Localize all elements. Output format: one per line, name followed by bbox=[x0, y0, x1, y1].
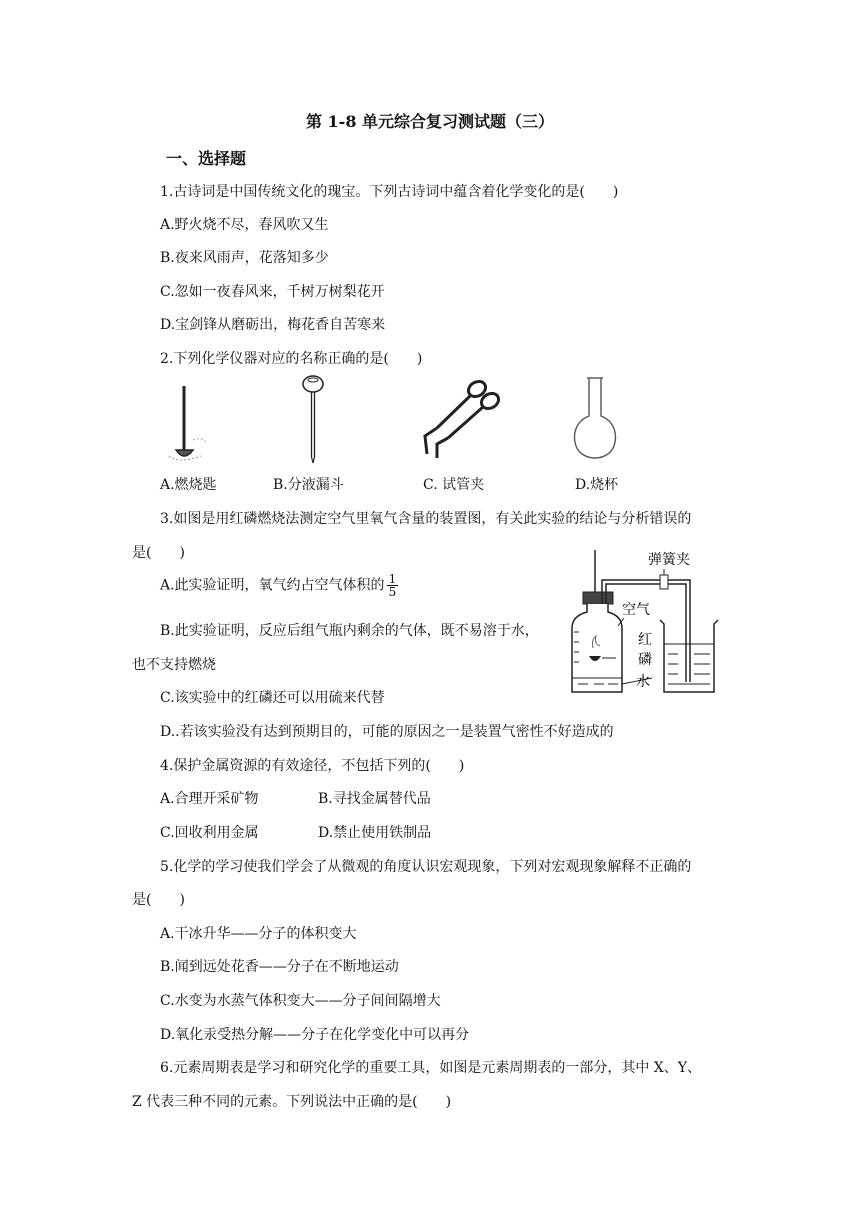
section-heading: 一、选择题 bbox=[166, 149, 247, 168]
q1-stem: 1.古诗词是中国传统文化的瑰宝。下列古诗词中蕴含着化学变化的是( ) bbox=[160, 184, 619, 200]
q3-option-b: B.此实验证明，反应后组气瓶内剩余的气体，既不易溶于水， bbox=[160, 623, 539, 639]
q2-option-b: B.分液漏斗 bbox=[273, 477, 344, 493]
label-red: 红 bbox=[638, 632, 652, 648]
fraction-denominator: 5 bbox=[388, 585, 397, 599]
q4-option-a: A.合理开采矿物 bbox=[160, 791, 259, 807]
q5-option-d: D.氧化汞受热分解——分子在化学变化中可以再分 bbox=[160, 1027, 470, 1043]
q1-option-c: C.忽如一夜春风来，千树万树梨花开 bbox=[160, 284, 385, 300]
q4-option-d: D.禁止使用铁制品 bbox=[318, 825, 432, 841]
q5-option-a: A.干冰升华——分子的体积变大 bbox=[160, 926, 357, 942]
q3-stem: 3.如图是用红磷燃烧法测定空气里氧气含量的装置图，有关此实验的结论与分析错误的 bbox=[160, 511, 692, 527]
q1-option-d: D.宝剑锋从磨砺出，梅花香自苦寒来 bbox=[160, 317, 386, 333]
q3-option-c: C.该实验中的红磷还可以用硫来代替 bbox=[160, 690, 385, 706]
page-title: 第 1-8 单元综合复习测试题（三） bbox=[305, 112, 555, 131]
q1-option-a: A.野火烧不尽，春风吹又生 bbox=[160, 217, 329, 233]
fraction-numerator: 1 bbox=[388, 572, 397, 586]
q3-option-a-text: A.此实验证明，氧气约占空气体积的 bbox=[160, 577, 385, 594]
label-spring-clamp: 弹簧夹 bbox=[648, 552, 690, 568]
q2-option-a: A.燃烧匙 bbox=[160, 477, 217, 493]
combustion-spoon-image bbox=[165, 382, 215, 467]
funnel-image bbox=[298, 375, 328, 470]
label-air: 空气 bbox=[622, 602, 650, 618]
q3-stem-cont: 是( ) bbox=[132, 545, 185, 561]
q2-option-d: D.烧杯 bbox=[575, 477, 619, 493]
tube-clamp-image bbox=[415, 376, 500, 461]
flask-image bbox=[570, 376, 620, 466]
q1-option-b: B.夜来风雨声，花落知多少 bbox=[160, 250, 329, 266]
fraction bbox=[387, 573, 399, 598]
q5-option-b: B.闻到远处花香——分子在不断地运动 bbox=[160, 959, 399, 975]
q6-stem: 6.元素周期表是学习和研究化学的重要工具，如图是元素周期表的一部分，其中 X、Y、 bbox=[160, 1060, 702, 1076]
q4-option-c: C.回收利用金属 bbox=[160, 825, 259, 841]
q3-option-a bbox=[160, 573, 398, 598]
q6-stem-cont: Z 代表三种不同的元素。下列说法中正确的是( ) bbox=[132, 1094, 452, 1110]
q4-option-b: B.寻找金属替代品 bbox=[318, 791, 431, 807]
q2-stem: 2.下列化学仪器对应的名称正确的是( ) bbox=[160, 351, 423, 367]
q5-stem-cont: 是( ) bbox=[132, 892, 185, 908]
apparatus-diagram bbox=[560, 540, 730, 700]
q3-option-d: D..若该实验没有达到预期目的，可能的原因之一是装置气密性不好造成的 bbox=[160, 724, 614, 740]
q3-option-b-cont: 也不支持燃烧 bbox=[132, 657, 216, 673]
q5-option-c: C.水变为水蒸气体积变大——分子间间隔增大 bbox=[160, 993, 441, 1009]
label-water: 水 bbox=[636, 674, 650, 690]
q5-stem: 5.化学的学习使我们学会了从微观的角度认识宏观现象，下列对宏观现象解释不正确的 bbox=[160, 859, 692, 875]
q4-stem: 4.保护金属资源的有效途径，不包括下列的( ) bbox=[160, 758, 465, 774]
q2-option-c: C. 试管夹 bbox=[423, 477, 485, 493]
label-phosphorus: 磷 bbox=[638, 652, 652, 668]
